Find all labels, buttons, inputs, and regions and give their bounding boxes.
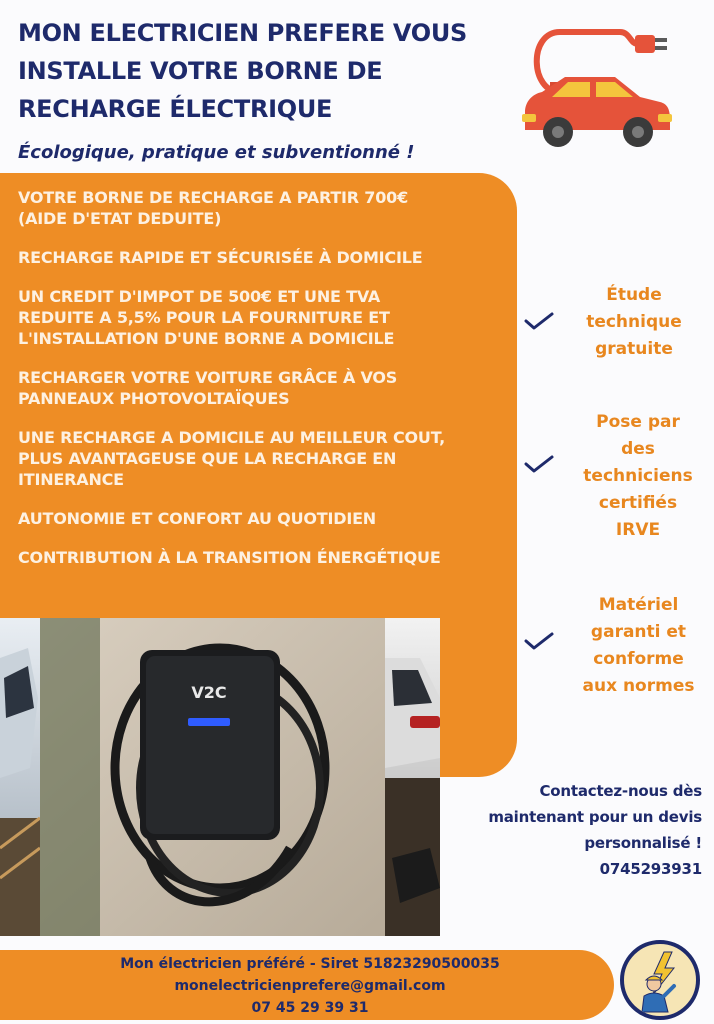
checkmark-icon — [524, 312, 554, 330]
feature-line: Matériel — [598, 595, 679, 615]
contact-line: Contactez-nous dès — [539, 782, 702, 800]
title-line: RECHARGE ÉLECTRIQUE — [18, 95, 333, 123]
feature-line: Pose par — [596, 412, 680, 432]
feature-line: garanti et — [590, 622, 687, 642]
feature-line: IRVE — [615, 520, 661, 540]
feature-certified-install — [568, 409, 708, 544]
title-line: MON ELECTRICIEN PREFERE VOUS — [18, 19, 467, 47]
feature-line: certifiés — [598, 493, 678, 513]
page-title — [18, 14, 498, 128]
benefit-item: UN CREDIT D'IMPOT DE 500€ ET UNE TVA REDUITE A 5,5% POUR LA FOURNITURE ET L'INSTALLATION D'UNE BORNE A DOMICILE — [18, 287, 395, 348]
feature-line: Étude — [606, 285, 662, 305]
ev-charging-car-icon — [520, 22, 675, 157]
feature-line: aux normes — [582, 676, 695, 696]
contact-line: maintenant pour un devis — [488, 808, 702, 826]
benefit-item: AUTONOMIE ET CONFORT AU QUOTIDIEN — [18, 509, 377, 528]
feature-line: des — [621, 439, 655, 459]
charger-brand: V2C — [191, 683, 227, 702]
benefit-item: RECHARGE RAPIDE ET SÉCURISÉE À DOMICILE — [18, 248, 423, 267]
benefit-item: UNE RECHARGE A DOMICILE AU MEILLEUR COUT, PLUS AVANTAGEUSE QUE LA RECHARGE EN ITINERANCE — [18, 428, 446, 489]
benefit-item: RECHARGER VOTRE VOITURE GRÂCE À VOS PANNEAUX PHOTOVOLTAÏQUES — [18, 368, 398, 408]
electrician-figure-icon — [624, 944, 696, 1016]
checkmark-icon — [524, 455, 554, 473]
charger-photo-art — [0, 618, 440, 936]
contact-line: personnalisé ! — [584, 834, 702, 852]
feature-line: conforme — [593, 649, 684, 669]
benefits-list — [18, 187, 498, 586]
feature-line: gratuite — [595, 339, 673, 359]
electrician-logo — [620, 940, 700, 1020]
footer-email[interactable]: monelectricienprefere@gmail.com — [174, 978, 446, 994]
footer-text — [20, 953, 600, 1019]
contact-block — [452, 778, 702, 882]
benefit-item: CONTRIBUTION À LA TRANSITION ÉNERGÉTIQUE — [18, 548, 441, 567]
feature-line: technique — [586, 312, 682, 332]
feature-guaranteed-equipment — [566, 592, 711, 700]
charger-photo — [0, 618, 440, 936]
checkmark-icon — [524, 632, 554, 650]
feature-line: techniciens — [583, 466, 693, 486]
footer-phone[interactable]: 07 45 29 39 31 — [251, 1000, 369, 1016]
feature-free-study — [570, 282, 698, 363]
contact-phone[interactable]: 0745293931 — [599, 860, 702, 878]
subtitle: Écologique, pratique et subventionné ! — [18, 142, 415, 163]
title-line: INSTALLE VOTRE BORNE DE — [18, 57, 383, 85]
benefit-item: VOTRE BORNE DE RECHARGE A PARTIR 700€ (AIDE D'ETAT DEDUITE) — [18, 188, 409, 228]
footer-company-siret: Mon électricien préféré - Siret 51823290500035 — [120, 956, 500, 972]
